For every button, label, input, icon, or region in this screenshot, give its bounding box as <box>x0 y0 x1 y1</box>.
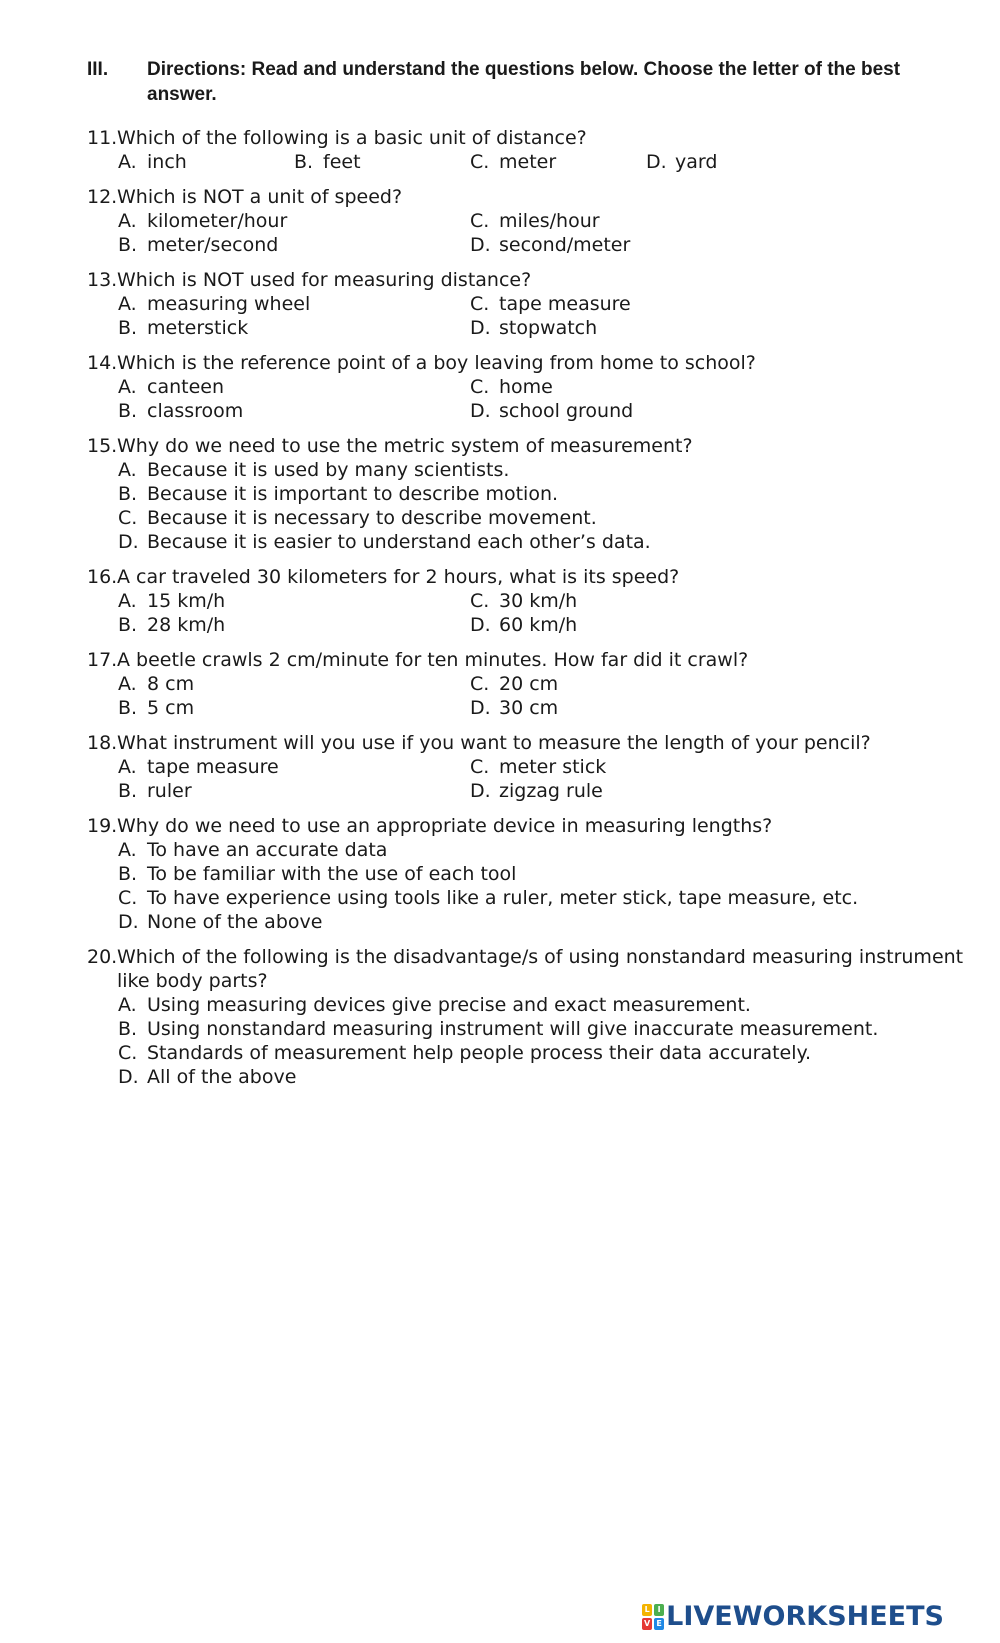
question-number: 13. <box>87 269 118 291</box>
option-letter: A. <box>118 210 137 232</box>
answer-options <box>87 292 967 340</box>
answer-option[interactable] <box>118 150 294 174</box>
question-list <box>87 126 967 1100</box>
option-text: canteen <box>147 376 225 398</box>
option-letter: B. <box>118 234 138 256</box>
option-text: meter <box>499 151 557 173</box>
option-letter: C. <box>470 151 490 173</box>
section-number: III. <box>87 59 109 80</box>
option-text: 28 km/h <box>147 614 226 636</box>
answer-option[interactable] <box>118 316 470 340</box>
option-letter: B. <box>118 780 138 802</box>
option-text: Because it is important to describe motion. <box>147 483 559 505</box>
answer-options <box>87 209 967 257</box>
option-letter: A. <box>118 376 137 398</box>
question-text: Why do we need to use the metric system of measurement? <box>117 435 693 457</box>
option-text: yard <box>675 151 718 173</box>
option-letter: D. <box>118 911 139 933</box>
question-number: 18. <box>87 732 118 754</box>
answer-option[interactable] <box>118 530 967 554</box>
question-stem <box>87 185 967 209</box>
question-stem <box>87 814 967 838</box>
answer-option[interactable] <box>294 150 470 174</box>
option-text: 8 cm <box>147 673 195 695</box>
option-letter: D. <box>470 400 491 422</box>
option-letter: B. <box>118 697 138 719</box>
question-stem <box>87 565 967 589</box>
question <box>87 731 967 803</box>
answer-options <box>87 755 967 803</box>
answer-option[interactable] <box>470 209 822 233</box>
option-text: second/meter <box>499 234 631 256</box>
option-text: zigzag rule <box>499 780 603 802</box>
option-text: Because it is used by many scientists. <box>147 459 510 481</box>
question-text: A car traveled 30 kilometers for 2 hours, what is its speed? <box>117 566 680 588</box>
option-letter: B. <box>118 400 138 422</box>
option-letter: A. <box>118 293 137 315</box>
question <box>87 268 967 340</box>
option-letter: B. <box>118 863 138 885</box>
answer-option[interactable] <box>118 458 967 482</box>
option-letter: A. <box>118 994 137 1016</box>
answer-option[interactable] <box>470 150 646 174</box>
answer-options <box>87 150 967 174</box>
option-text: meter/second <box>147 234 279 256</box>
question-number: 15. <box>87 435 118 457</box>
answer-option[interactable] <box>470 375 822 399</box>
answer-option[interactable] <box>118 233 470 257</box>
answer-option[interactable] <box>470 292 822 316</box>
answer-options <box>87 838 967 934</box>
option-letter: C. <box>470 293 490 315</box>
option-text: Standards of measurement help people process their data accurately. <box>147 1042 812 1064</box>
option-letter: C. <box>470 210 490 232</box>
answer-option[interactable] <box>646 150 822 174</box>
answer-option[interactable] <box>118 482 967 506</box>
answer-option[interactable] <box>118 910 967 934</box>
answer-option[interactable] <box>118 209 470 233</box>
question <box>87 185 967 257</box>
option-text: feet <box>323 151 361 173</box>
option-text: classroom <box>147 400 244 422</box>
logo-cell: L <box>642 1604 652 1616</box>
option-text: stopwatch <box>499 317 598 339</box>
question <box>87 945 967 1089</box>
option-letter: C. <box>118 1042 138 1064</box>
option-letter: A. <box>118 839 137 861</box>
logo-cell: I <box>654 1604 664 1616</box>
question-stem <box>87 434 967 458</box>
option-letter: D. <box>470 317 491 339</box>
question-text: Which of the following is the disadvantage/s of using nonstandard measuring instrument like body parts? <box>117 946 964 992</box>
answer-option[interactable] <box>470 755 822 779</box>
option-letter: D. <box>470 697 491 719</box>
option-letter: A. <box>118 590 137 612</box>
directions-text: Directions: Read and understand the questions below. Choose the letter of the best answer. <box>147 59 901 105</box>
option-text: Because it is necessary to describe movement. <box>147 507 597 529</box>
question-stem <box>87 268 967 292</box>
answer-option[interactable] <box>118 696 470 720</box>
question-stem <box>87 945 967 993</box>
question-number: 19. <box>87 815 118 837</box>
option-letter: B. <box>118 614 138 636</box>
option-letter: A. <box>118 756 137 778</box>
option-text: tape measure <box>499 293 631 315</box>
option-text: 30 km/h <box>499 590 578 612</box>
option-letter: D. <box>118 531 139 553</box>
answer-options <box>87 589 967 637</box>
option-letter: D. <box>470 780 491 802</box>
question-text: What instrument will you use if you want to measure the length of your pencil? <box>117 732 871 754</box>
option-text: 60 km/h <box>499 614 578 636</box>
answer-option[interactable] <box>118 375 470 399</box>
option-text: meterstick <box>147 317 249 339</box>
logo-icon <box>642 1604 664 1630</box>
answer-options <box>87 375 967 423</box>
question <box>87 814 967 934</box>
answer-option[interactable] <box>118 886 967 910</box>
option-letter: C. <box>118 507 138 529</box>
answer-option[interactable] <box>470 672 822 696</box>
option-text: 20 cm <box>499 673 559 695</box>
question <box>87 351 967 423</box>
answer-option[interactable] <box>118 1041 967 1065</box>
option-letter: A. <box>118 151 137 173</box>
question-text: Which is NOT used for measuring distance? <box>117 269 532 291</box>
question-text: A beetle crawls 2 cm/minute for ten minutes. How far did it crawl? <box>117 649 749 671</box>
question-number: 16. <box>87 566 118 588</box>
liveworksheets-logo <box>642 1601 944 1632</box>
question-text: Which is the reference point of a boy leaving from home to school? <box>117 352 756 374</box>
option-text: measuring wheel <box>147 293 311 315</box>
answer-option[interactable] <box>118 589 470 613</box>
option-text: All of the above <box>147 1066 297 1088</box>
option-text: To have experience using tools like a ruler, meter stick, tape measure, etc. <box>147 887 859 909</box>
option-text: kilometer/hour <box>147 210 288 232</box>
option-text: tape measure <box>147 756 279 778</box>
question <box>87 126 967 174</box>
answer-option[interactable] <box>470 589 822 613</box>
answer-option[interactable] <box>118 755 470 779</box>
answer-option[interactable] <box>118 779 470 803</box>
question-text: Why do we need to use an appropriate device in measuring lengths? <box>117 815 773 837</box>
option-text: To be familiar with the use of each tool <box>147 863 517 885</box>
question-stem <box>87 648 967 672</box>
question-number: 17. <box>87 649 118 671</box>
option-text: school ground <box>499 400 634 422</box>
answer-option[interactable] <box>470 233 822 257</box>
answer-option[interactable] <box>118 672 470 696</box>
question <box>87 565 967 637</box>
answer-options <box>87 672 967 720</box>
question-stem <box>87 351 967 375</box>
question <box>87 648 967 720</box>
answer-option[interactable] <box>470 613 822 637</box>
question-text: Which is NOT a unit of speed? <box>117 186 403 208</box>
answer-option[interactable] <box>118 1065 967 1089</box>
option-text: 5 cm <box>147 697 195 719</box>
option-text: inch <box>147 151 187 173</box>
question-number: 14. <box>87 352 118 374</box>
option-letter: B. <box>118 317 138 339</box>
option-letter: B. <box>118 483 138 505</box>
option-letter: D. <box>470 614 491 636</box>
answer-option[interactable] <box>118 613 470 637</box>
logo-cell: E <box>654 1618 664 1630</box>
question-stem <box>87 731 967 755</box>
option-letter: A. <box>118 673 137 695</box>
brand-name: LIVEWORKSHEETS <box>666 1601 944 1632</box>
answer-option[interactable] <box>118 1017 967 1041</box>
option-text: 15 km/h <box>147 590 226 612</box>
answer-options <box>87 458 967 554</box>
answer-option[interactable] <box>470 399 822 423</box>
question <box>87 434 967 554</box>
option-letter: B. <box>118 1018 138 1040</box>
option-letter: D. <box>470 234 491 256</box>
option-letter: C. <box>470 756 490 778</box>
option-text: miles/hour <box>499 210 600 232</box>
question-stem <box>87 126 967 150</box>
answer-option[interactable] <box>118 399 470 423</box>
option-text: 30 cm <box>499 697 559 719</box>
option-letter: D. <box>646 151 667 173</box>
answer-option[interactable] <box>118 993 967 1017</box>
answer-option[interactable] <box>470 316 822 340</box>
question-number: 11. <box>87 127 118 149</box>
option-letter: C. <box>470 590 490 612</box>
question-number: 12. <box>87 186 118 208</box>
question-text: Which of the following is a basic unit of distance? <box>117 127 587 149</box>
option-letter: A. <box>118 459 137 481</box>
option-text: ruler <box>147 780 192 802</box>
question-number: 20. <box>87 946 118 968</box>
option-text: Using nonstandard measuring instrument will give inaccurate measurement. <box>147 1018 879 1040</box>
option-text: To have an accurate data <box>147 839 388 861</box>
option-text: Because it is easier to understand each other’s data. <box>147 531 651 553</box>
answer-options <box>87 993 967 1089</box>
option-letter: B. <box>294 151 314 173</box>
option-letter: D. <box>118 1066 139 1088</box>
answer-option[interactable] <box>118 292 470 316</box>
answer-option[interactable] <box>118 838 967 862</box>
option-text: home <box>499 376 553 398</box>
option-text: None of the above <box>147 911 323 933</box>
answer-option[interactable] <box>118 862 967 886</box>
option-letter: C. <box>118 887 138 909</box>
option-text: Using measuring devices give precise and exact measurement. <box>147 994 751 1016</box>
answer-option[interactable] <box>470 779 822 803</box>
logo-cell: V <box>644 1618 651 1628</box>
option-letter: C. <box>470 673 490 695</box>
answer-option[interactable] <box>470 696 822 720</box>
option-letter: C. <box>470 376 490 398</box>
answer-option[interactable] <box>118 506 967 530</box>
option-text: meter stick <box>499 756 607 778</box>
